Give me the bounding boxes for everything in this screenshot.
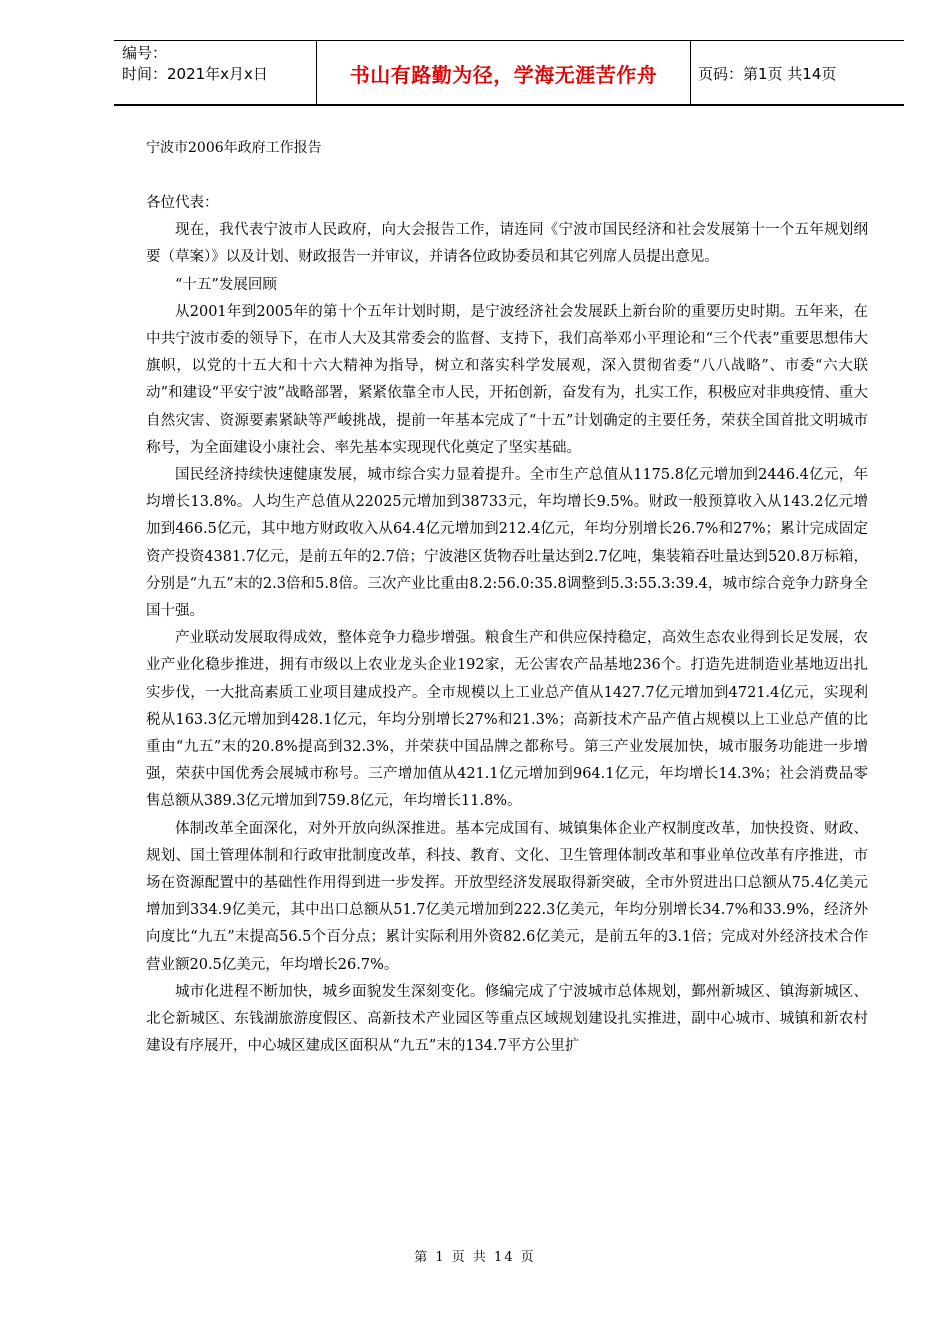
document-body bbox=[146, 190, 868, 1061]
paragraph: 国民经济持续快速健康发展，城市综合实力显着提升。全市生产总值从1175.8亿元增加到2446.4亿元，年均增长13.8%。人均生产总值从22025元增加到38733元，年均增长9.5%。财政一般预算收入从143.2亿元增加到466.5亿元，其中地方财政收入从64.4亿元增加到212.4亿元，年均分别增长26.7%和27%；累计完成固定资产投资4381.7亿元，是前五年的2.7倍；宁波港区货物吞吐量达到2.7亿吨，集装箱吞吐量达到520.8万标箱，分别是“九五”末的2.3倍和5.8倍。三次产业比重由8.2:56.0:35.8调整到5.3:55.3:39.4，城市综合竞争力跻身全国十强。 bbox=[146, 467, 868, 620]
page-header bbox=[114, 40, 904, 106]
header-motto-cell bbox=[316, 41, 691, 105]
motto-text: 书山有路勤为径，学海无涯苦作舟 bbox=[349, 62, 658, 87]
section-heading: “十五”发展回顾 bbox=[175, 276, 277, 293]
number-label: 编号： bbox=[122, 44, 168, 62]
paragraph: 现在，我代表宁波市人民政府，向大会报告工作，请连同《宁波市国民经济和社会发展第十一个五年规划纲要（草案）》以及计划、财政报告一并审议，并请各位政协委员和其它列席人员提出意见。 bbox=[146, 222, 868, 266]
page-footer: 第 1 页 共 14 页 bbox=[414, 1250, 536, 1265]
header-page-info bbox=[698, 41, 836, 105]
paragraph: 城市化进程不断加快，城乡面貌发生深刻变化。修编完成了宁波城市总体规划，鄞州新城区、镇海新城区、北仑新城区、东钱湖旅游度假区、高新技术产业园区等重点区域规划建设扎实推进，副中心城市、城镇和新农村建设有序展开，中心城区建成区面积从“九五”末的134.7平方公里扩 bbox=[146, 983, 868, 1055]
document-title: 宁波市2006年政府工作报告 bbox=[146, 140, 322, 156]
salutation: 各位代表： bbox=[146, 195, 219, 211]
page-info-text: 页码：第1页 共14页 bbox=[698, 64, 837, 83]
header-meta bbox=[122, 43, 318, 85]
time-label: 时间：2021年x月x日 bbox=[122, 65, 268, 83]
paragraph: 体制改革全面深化，对外开放向纵深推进。基本完成国有、城镇集体企业产权制度改革，加快投资、财政、规划、国土管理体制和行政审批制度改革，科技、教育、文化、卫生管理体制改革和事业单位改革有序推进，市场在资源配置中的基础性作用得到进一步发挥。开放型经济发展取得新突破，全市外贸进出口总额从75.4亿美元增加到334.9亿美元，其中出口总额从51.7亿美元增加到222.3亿美元，年均分别增长34.7%和33.9%，经济外向度比“九五”末提高56.5个百分点；累计实际利用外资82.6亿美元，是前五年的3.1倍；完成对外经济技术合作营业额20.5亿美元，年均增长26.7%。 bbox=[146, 820, 868, 973]
paragraph: 从2001年到2005年的第十个五年计划时期，是宁波经济社会发展跃上新台阶的重要历史时期。五年来，在中共宁波市委的领导下，在市人大及其常委会的监督、支持下，我们高举邓小平理论和“三个代表”重要思想伟大旗帜，以党的十五大和十六大精神为指导，树立和落实科学发展观，深入贯彻省委“八八战略”、市委“六大联动”和建设“平安宁波”战略部署，紧紧依靠全市人民，开拓创新，奋发有为，扎实工作，积极应对非典疫情、重大自然灾害、资源要素紧缺等严峻挑战，提前一年基本完成了“十五”计划确定的主要任务，荣获全国首批文明城市称号，为全面建设小康社会、率先基本实现现代化奠定了坚实基础。 bbox=[146, 303, 868, 456]
paragraph: 产业联动发展取得成效，整体竞争力稳步增强。粮食生产和供应保持稳定，高效生态农业得到长足发展，农业产业化稳步推进，拥有市级以上农业龙头企业192家，无公害农产品基地236个。打造先进制造业基地迈出扎实步伐，一大批高素质工业项目建成投产。全市规模以上工业总产值从1427.7亿元增加到4721.4亿元，实现利税从163.3亿元增加到428.1亿元，年均分别增长27%和21.3%；高新技术产品产值占规模以上工业总产值的比重由“九五”末的20.8%提高到32.3%，并荣获中国品牌之都称号。第三产业发展加快，城市服务功能进一步增强，荣获中国优秀会展城市称号。三产增加值从421.1亿元增加到964.1亿元，年均增长14.3%；社会消费品零售总额从389.3亿元增加到759.8亿元，年均增长11.8%。 bbox=[146, 630, 868, 810]
